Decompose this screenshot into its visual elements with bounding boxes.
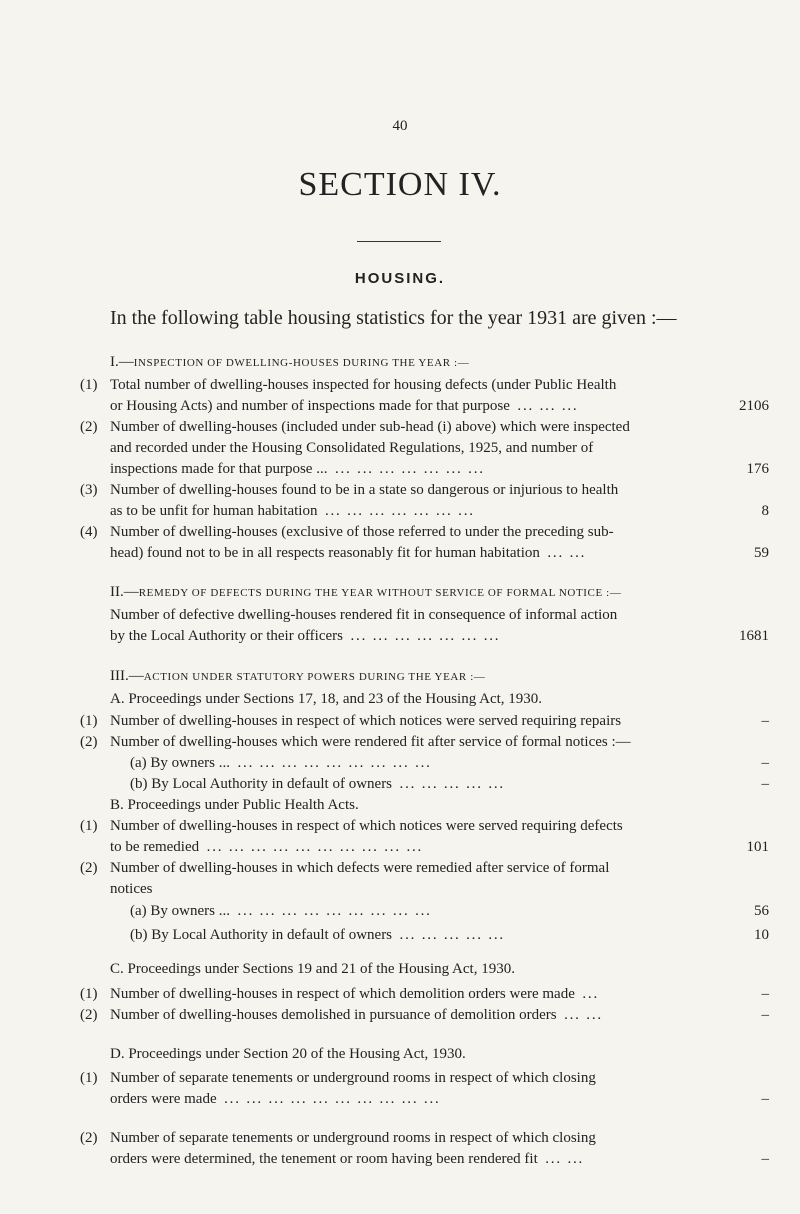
item-number: (1)	[80, 713, 98, 729]
page-number: 40	[392, 118, 408, 134]
item-text: Number of separate tenements or underground rooms in respect of which closing	[110, 1130, 596, 1146]
item-text: by the Local Authority or their officers ... ... ... ... ... ... ...	[110, 628, 501, 644]
item-number: (1)	[80, 377, 98, 393]
item-value: –	[761, 1007, 769, 1023]
item-text: and recorded under the Housing Consolidated Regulations, 1925, and number of	[110, 440, 594, 456]
item-text: Number of dwelling-houses in respect of which demolition orders were made ...	[110, 986, 600, 1002]
item-number: (2)	[80, 734, 98, 750]
leader-dots: ... ... ... ... ... ... ... ... ... ...	[224, 1091, 441, 1107]
item-text: (b) By Local Authority in default of owners ... ... ... ... ...	[130, 927, 505, 943]
item-value: 1681	[739, 628, 769, 644]
item-text: notices	[110, 881, 153, 897]
subsection-heading: D. Proceedings under Section 20 of the Housing Act, 1930.	[110, 1046, 466, 1062]
item-text: Number of dwelling-houses in respect of which notices were served requiring repairs	[110, 713, 622, 729]
housing-heading: HOUSING.	[354, 270, 446, 287]
item-text: Number of separate tenements or underground rooms in respect of which closing	[110, 1070, 596, 1086]
leader-dots: ... ... ... ... ... ... ... ... ... ...	[206, 839, 424, 855]
item-value: 176	[746, 461, 769, 477]
item-text: orders were made ... ... ... ... ... ... ... ... ... ...	[110, 1091, 441, 1107]
item-number: (3)	[80, 482, 98, 498]
item-text: as to be unfit for human habitation ... ... ... ... ... ... ...	[110, 503, 475, 519]
item-number: (4)	[80, 524, 98, 540]
leader-dots: ... ...	[564, 1007, 603, 1023]
part3-title: ACTION UNDER STATUTORY POWERS DURING THE YEAR :—	[143, 671, 486, 683]
item-value: –	[761, 986, 769, 1002]
item-number: (1)	[80, 818, 98, 834]
part1-title: INSPECTION OF DWELLING-HOUSES DURING THE YEAR :—	[133, 357, 470, 369]
leader-dots: ...	[582, 986, 600, 1002]
leader-dots: ... ... ... ... ... ... ... ... ...	[237, 903, 432, 919]
item-number: (1)	[80, 1070, 98, 1086]
leader-dots: ... ... ... ... ...	[399, 776, 505, 792]
item-number: (2)	[80, 1007, 98, 1023]
item-value: 101	[746, 839, 769, 855]
item-text: Number of dwelling-houses demolished in pursuance of demolition orders ... ...	[110, 1007, 603, 1023]
item-value: 56	[754, 903, 769, 919]
item-value: –	[761, 776, 769, 792]
item-value: 2106	[739, 398, 769, 414]
item-number: (2)	[80, 1130, 98, 1146]
item-number: (1)	[80, 986, 98, 1002]
leader-dots: ... ...	[545, 1151, 585, 1167]
subsection-heading: B. Proceedings under Public Health Acts.	[110, 797, 359, 813]
leader-dots: ... ... ... ... ... ... ...	[350, 628, 501, 644]
item-value: 59	[754, 545, 769, 561]
section-title: SECTION IV.	[298, 166, 502, 203]
item-text: inspections made for that purpose ... ... ... ... ... ... ... ...	[110, 461, 485, 477]
intro-sentence: In the following table housing statistics for the year 1931 are given :—	[110, 307, 677, 329]
item-text: Total number of dwelling-houses inspected for housing defects (under Public Health	[110, 377, 617, 393]
item-number: (2)	[80, 419, 98, 435]
item-text: (b) By Local Authority in default of owners ... ... ... ... ...	[130, 776, 505, 792]
item-text: head) found not to be in all respects reasonably fit for human habitation ... ...	[110, 545, 587, 561]
leader-dots: ... ... ... ... ...	[399, 927, 505, 943]
part2-label: II.—	[110, 584, 139, 600]
item-text: Number of dwelling-houses found to be in a state so dangerous or injurious to health	[110, 482, 619, 498]
item-text: to be remedied ... ... ... ... ... ... ... ... ... ...	[110, 839, 424, 855]
leader-dots: ... ... ... ... ... ... ...	[334, 461, 485, 477]
part2-title: REMEDY OF DEFECTS DURING THE YEAR WITHOUT SERVICE OF FORMAL NOTICE :—	[138, 587, 622, 599]
item-text: orders were determined, the tenement or room having been rendered fit ... ...	[110, 1151, 585, 1167]
part1-heading	[110, 353, 469, 373]
item-value: –	[761, 713, 769, 729]
item-text: (a) By owners ... ... ... ... ... ... ... ... ... ...	[130, 755, 432, 771]
item-value: –	[761, 1091, 769, 1107]
item-value: –	[761, 1151, 769, 1167]
item-text: (a) By owners ... ... ... ... ... ... ... ... ... ...	[130, 903, 432, 919]
part3-label: III.—	[110, 668, 144, 684]
item-text: Number of defective dwelling-houses rendered fit in consequence of informal action	[110, 607, 618, 623]
part1-label: I.—	[110, 354, 134, 370]
leader-dots: ... ... ...	[517, 398, 579, 414]
item-value: 10	[754, 927, 769, 943]
item-text: or Housing Acts) and number of inspections made for that purpose ... ... ...	[110, 398, 579, 414]
title-divider	[357, 241, 441, 242]
item-value: –	[761, 755, 769, 771]
item-text: Number of dwelling-houses (included under sub-head (i) above) which were inspected	[110, 419, 630, 435]
subsection-heading: A. Proceedings under Sections 17, 18, and 23 of the Housing Act, 1930.	[110, 691, 543, 707]
leader-dots: ... ...	[547, 545, 587, 561]
leader-dots: ... ... ... ... ... ... ... ... ...	[237, 755, 432, 771]
leader-dots: ... ... ... ... ... ... ...	[324, 503, 475, 519]
part2-heading	[110, 583, 621, 603]
item-text: Number of dwelling-houses (exclusive of those referred to under the preceding sub-	[110, 524, 614, 540]
item-text: Number of dwelling-houses in which defects were remedied after service of formal	[110, 860, 610, 876]
item-number: (2)	[80, 860, 98, 876]
part3-heading	[110, 667, 485, 687]
item-text: Number of dwelling-houses in respect of which notices were served requiring defects	[110, 818, 623, 834]
item-text: Number of dwelling-houses which were rendered fit after service of formal notices :—	[110, 734, 631, 750]
subsection-heading: C. Proceedings under Sections 19 and 21 of the Housing Act, 1930.	[110, 961, 515, 977]
item-value: 8	[761, 503, 769, 519]
